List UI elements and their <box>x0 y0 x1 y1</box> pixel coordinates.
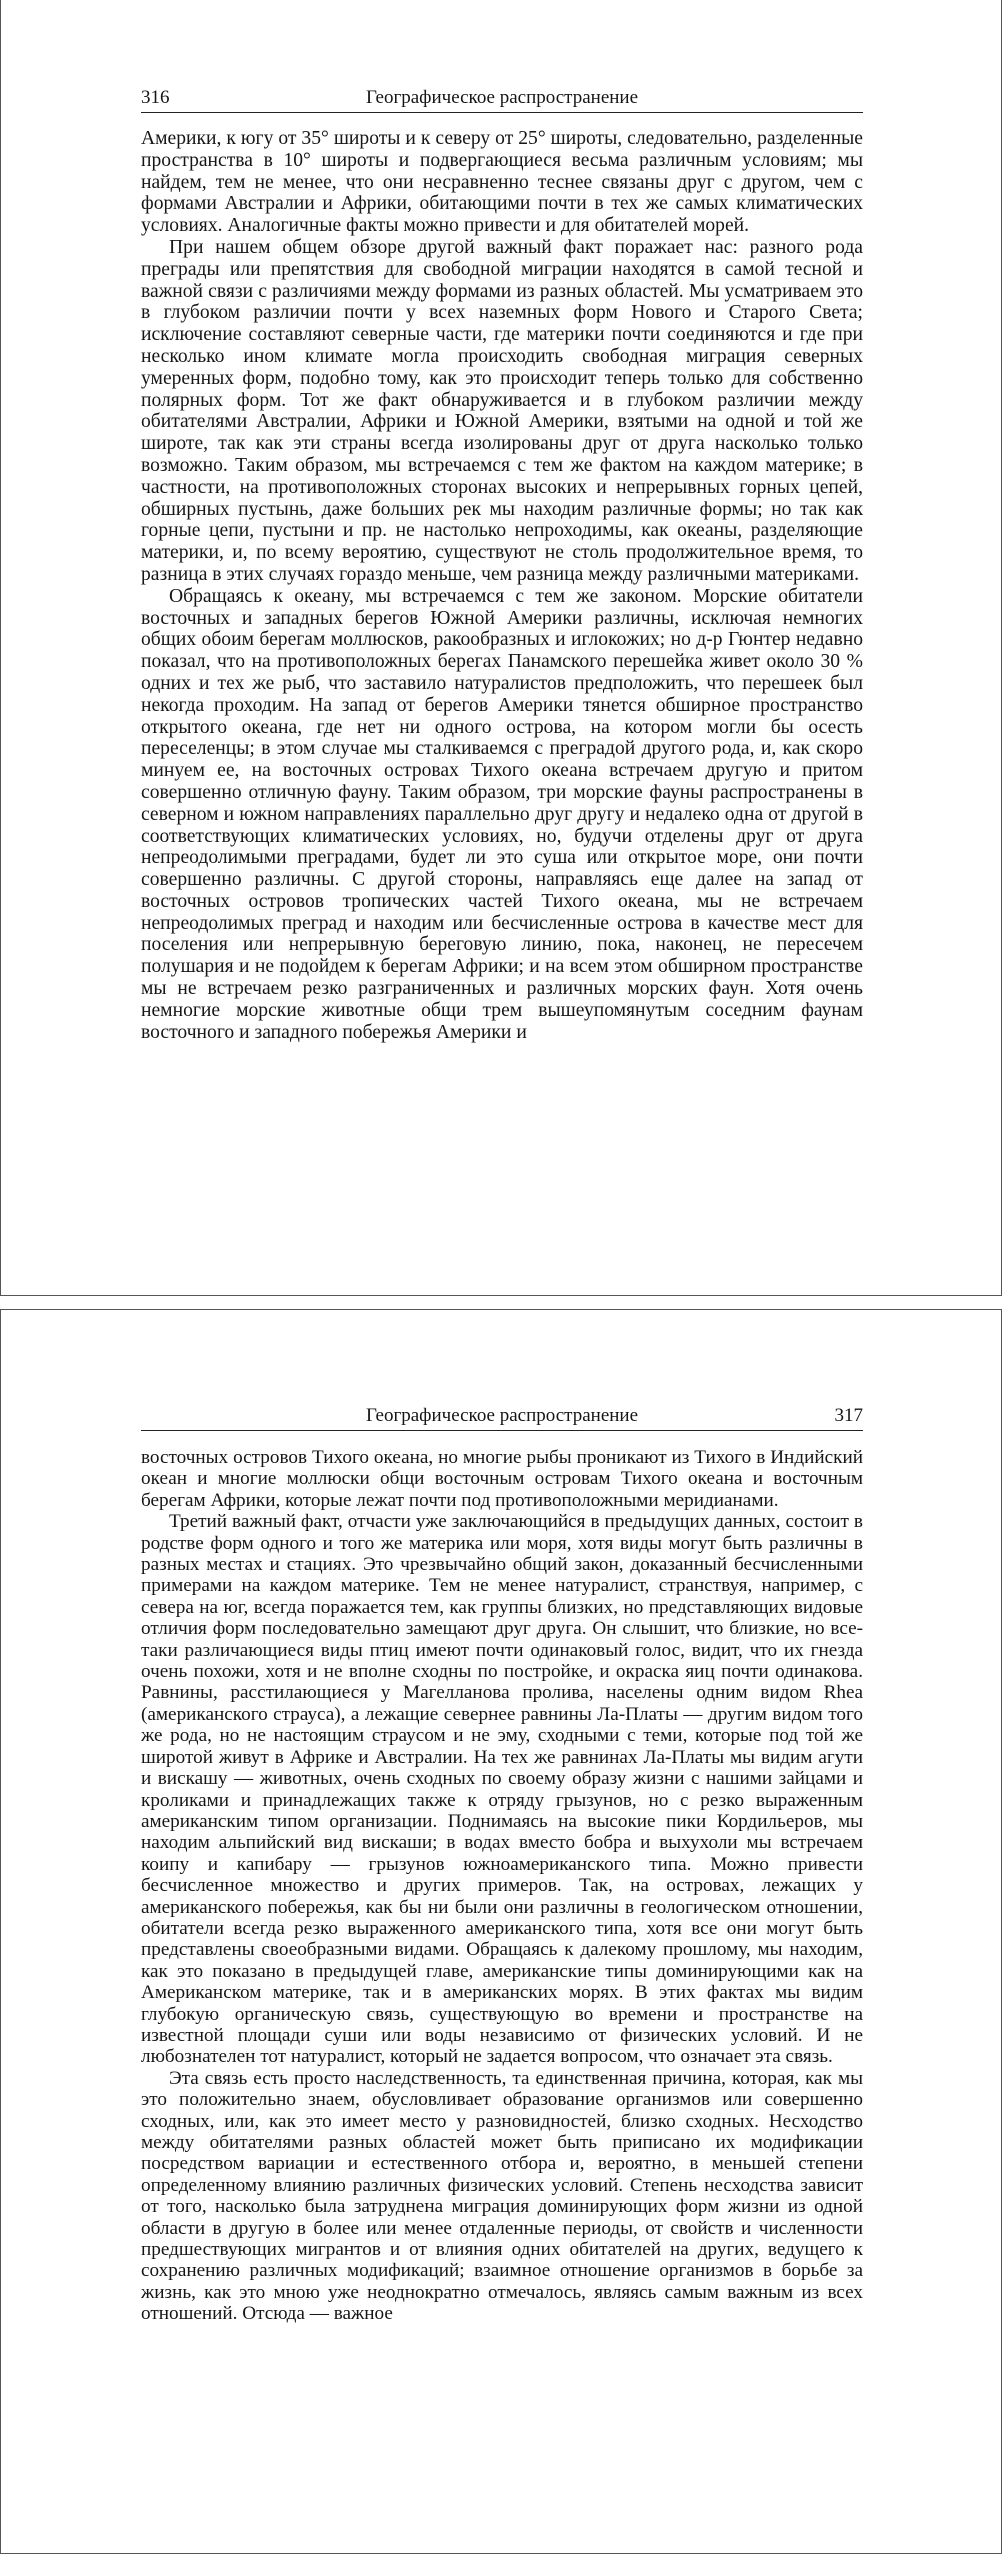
page-number: 317 <box>834 1405 863 1426</box>
running-head: Географическое распространение <box>365 1405 639 1426</box>
page-gap <box>0 1296 1002 1309</box>
book-page-317 <box>0 1309 1002 2554</box>
running-head: Географическое распространение <box>365 87 639 108</box>
paragraph: Обращаясь к океану, мы встречаемся с тем же законом. Морские обитатели восточных и западных берегов Южной Америки различны, исключая немногих общих обоим берегам моллюсков, ракообразных и иглокожих; но д-р Гюнтер недавно показал, что на противоположных берегах Панамского перешейка живет около 30 % одних и тех же рыб, что заставило натуралистов предположить, что перешеек был некогда проходим. На запад от берегов Америки тянется обширное пространство открытого океана, где нет ни одного острова, на котором могли бы осесть переселенцы; в этом случае мы сталкиваемся с преградой другого рода, и, как скоро минуем ее, на восточных островах Тихого океана встречаем другую и притом совершенно отличную фауну. Таким образом, три морские фауны распространены в северном и южном направлениях параллельно друг другу и недалеко одна от другой в соответствующих климатических условиях, но, будучи отделены друг от друга непреодолимыми преградами, будет ли это суша или открытое море, они почти совершенно различны. С другой стороны, направляясь еще далее на запад от восточных островов тропических частей Тихого океана, мы не встречаем непреодолимых преград и находим или бесчисленные острова в качестве мест для поселения или непрерывную береговую линию, пока, наконец, не пересечем полушария и не подойдем к берегам Африки; и на всем этом обширном пространстве мы не встречаем резко разграниченных и различных морских фаун. Хотя очень немногие морские животные общи трем вышеупомянутым соседним фаунам восточного и западного побережья Америки и <box>141 585 863 1043</box>
page-header <box>141 1404 863 1431</box>
paragraph: восточных островов Тихого океана, но многие рыбы проникают из Тихого в Индийский океан и многие моллюски общи восточным островам Тихого океана и восточным берегам Африки, которые лежат почти под противоположными меридианами. <box>141 1447 863 1511</box>
page-body <box>141 1447 863 2325</box>
page-body <box>141 128 863 1043</box>
page-number: 316 <box>141 87 170 108</box>
paragraph: Америки, к югу от 35° широты и к северу от 25° широты, следовательно, разделенные пространства в 10° широты и подвергающиеся весьма различным условиям; мы найдем, тем не менее, что они несравненно теснее связаны друг с другом, чем с формами Австралии и Африки, обитающими почти в тех же самых климатических условиях. Аналогичные факты можно привести и для обитателей морей. <box>141 128 863 237</box>
paragraph: При нашем общем обзоре другой важный факт поражает нас: разного рода преграды или препятствия для свободной миграции находятся в самой тесной и важной связи с различиями между формами из разных областей. Мы усматриваем это в глубоком различии почти у всех наземных форм Нового и Старого Света; исключение составляют северные части, где материки почти соединяются и где при несколько ином климате могла происходить свободная миграция северных умеренных форм, подобно тому, как это происходит теперь только для собственно полярных форм. Тот же факт обнаруживается и в глубоком различии между обитателями Австралии, Африки и Южной Америки, взятыми на одной и той же широте, так как эти страны всегда изолированы друг от друга насколько только возможно. Таким образом, мы встречаемся с тем же фактом на каждом материке; в частности, на противоположных сторонах высоких и непрерывных горных цепей, обширных пустынь, даже больших рек мы находим различные формы; но так как горные цепи, пустыни и пр. не настолько непроходимы, как океаны, разделяющие материки, и, по всему вероятию, существуют не столь продолжительное время, то разница в этих случаях гораздо меньше, чем разница между различными материками. <box>141 236 863 585</box>
page-header <box>141 86 863 113</box>
paragraph: Эта связь есть просто наследственность, та единственная причина, которая, как мы это положительно знаем, обусловливает образование организмов или совершенно сходных, или, как это имеет место у разновидностей, близко сходных. Несходство между обитателями разных областей может быть приписано их модификации посредством вариации и естественного отбора и, вероятно, в меньшей степени определенному влиянию различных физических условий. Степень несходства зависит от того, насколько была затруднена миграция доминирующих форм жизни из одной области в другую в более или менее отдаленные периоды, от свойств и численности предшествующих мигрантов и от влияния одних обитателей на других, ведущего к сохранению различных модификаций; взаимное отношение организмов в борьбе за жизнь, как это мною уже неоднократно отмечалось, являясь самым важным из всех отношений. Отсюда — важное <box>141 2067 863 2325</box>
paragraph: Третий важный факт, отчасти уже заключающийся в предыдущих данных, состоит в родстве форм одного и того же материка или моря, хотя виды могут быть различны в разных местах и стациях. Это чрезвычайно общий закон, доказанный бесчисленными примерами на каждом материке. Тем не менее натуралист, странствуя, например, с севера на юг, всегда поражается тем, как группы близких, но представляющих видовые отличия форм последовательно замещают друг друга. Он слышит, что близкие, но все-таки различающиеся виды птиц имеют почти одинаковый голос, видит, что их гнезда очень похожи, хотя и не вполне сходны по постройке, и окраска яиц почти одинакова. Равнины, расстилающиеся у Магелланова пролива, населены одним видом Rhea (американского страуса), а лежащие севернее равнины Ла-Платы — другим видом того же рода, но не настоящим страусом и не эму, сходными с теми, которые под той же широтой живут в Африке и Австралии. На тех же равнинах Ла-Платы мы видим агути и вискашу — животных, очень сходных по своему образу жизни с нашими зайцами и кроликами и принадлежащих также к отряду грызунов, но с резко выраженным американским типом организации. Поднимаясь на высокие пики Кордильеров, мы находим альпийский вид вискаши; в водах вместо бобра и выхухоли мы встречаем коипу и капибару — грызунов южноамериканского типа. Можно привести бесчисленное множество и других примеров. Так, на островах, лежащих у американского побережья, как бы ни были они различны в геологическом отношении, обитатели всегда резко выраженного американского типа, хотя все они могут быть представлены своеобразными видами. Обращаясь к далекому прошлому, мы находим, как это показано в предыдущей главе, американские типы доминирующими как на Американском материке, так и в американских морях. В этих фактах мы видим глубокую органическую связь, существующую во времени и пространстве на известной площади суши или воды независимо от физических условий. И не любознателен тот натуралист, который не задается вопросом, что означает эта связь. <box>141 1511 863 2068</box>
